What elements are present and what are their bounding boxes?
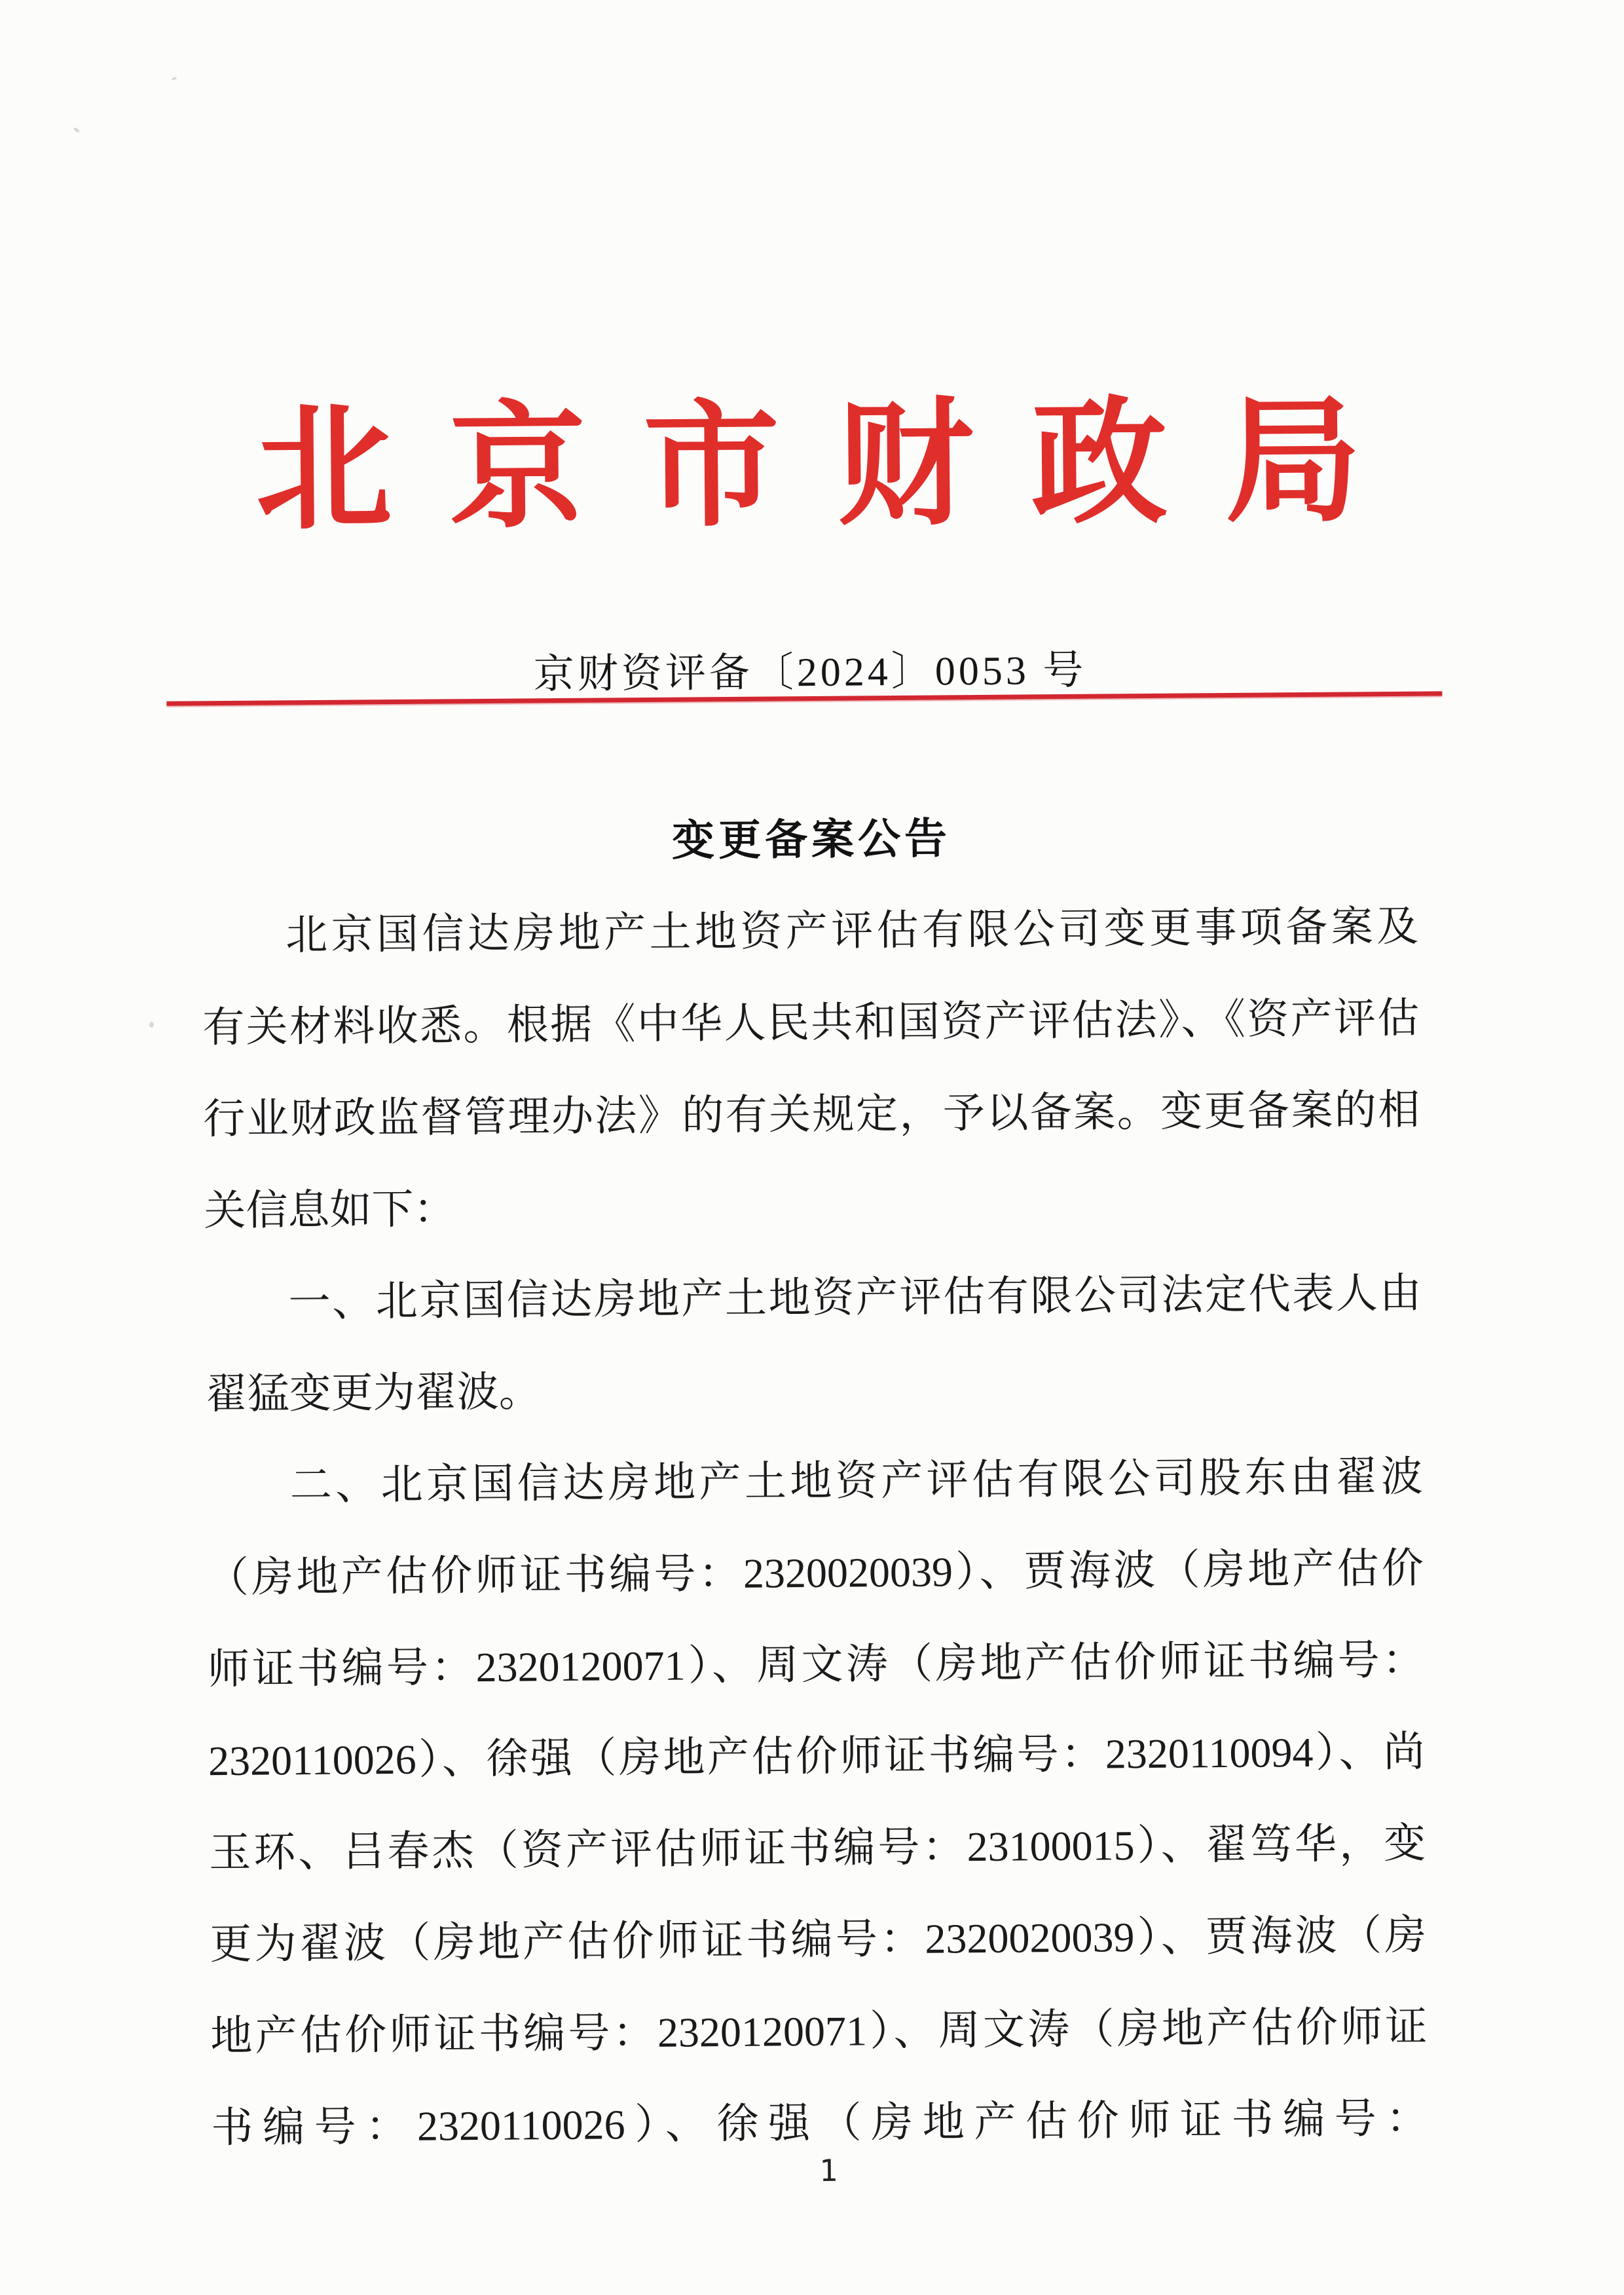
body-line: 地产估价师证书编号：2320120071）、周文涛（房地产估价师证 [210, 2003, 1428, 2060]
body-line: 师证书编号：2320120071）、周文涛（房地产估价师证书编号： [207, 1636, 1425, 1693]
body-line: 有关材料收悉。根据《中华人民共和国资产评估法》、《资产评估 [202, 994, 1420, 1051]
agency-title: 北京市财政局 [255, 386, 1420, 546]
body-line: 更为翟波（房地产估价师证书编号：2320020039）、贾海波（房 [210, 1911, 1427, 1968]
body-line: 二、北京国信达房地产土地资产评估有限公司股东由翟波 [289, 1453, 1424, 1509]
document-number: 京财资评备〔2024〕0053 号 [533, 648, 1087, 698]
page-number: 1 [819, 2152, 838, 2188]
announcement-heading: 变更备案公告 [671, 815, 951, 865]
body-line: 北京国信达房地产土地资产评估有限公司变更事项备案及 [285, 903, 1419, 959]
body-line: （房地产估价师证书编号：2320020039）、贾海波（房地产估价 [206, 1544, 1424, 1601]
body-line: 一、北京国信达房地产土地资产评估有限公司法定代表人由 [288, 1269, 1422, 1326]
body-line: 2320110026）、徐强（房地产估价师证书编号：2320110094）、尚 [208, 1728, 1426, 1785]
body-line: 行业财政监督管理办法》的有关规定，予以备案。变更备案的相 [203, 1086, 1420, 1143]
body-line: 玉环、吕春杰（资产评估师证书编号：23100015）、翟笃华，变 [208, 1819, 1426, 1876]
body-line: 关信息如下： [204, 1185, 456, 1235]
body-line: 翟猛变更为翟波。 [205, 1368, 541, 1418]
body-line: 书编号：2320110026）、徐强（房地产估价师证书编号： [211, 2095, 1428, 2152]
body-text [202, 881, 1428, 2174]
